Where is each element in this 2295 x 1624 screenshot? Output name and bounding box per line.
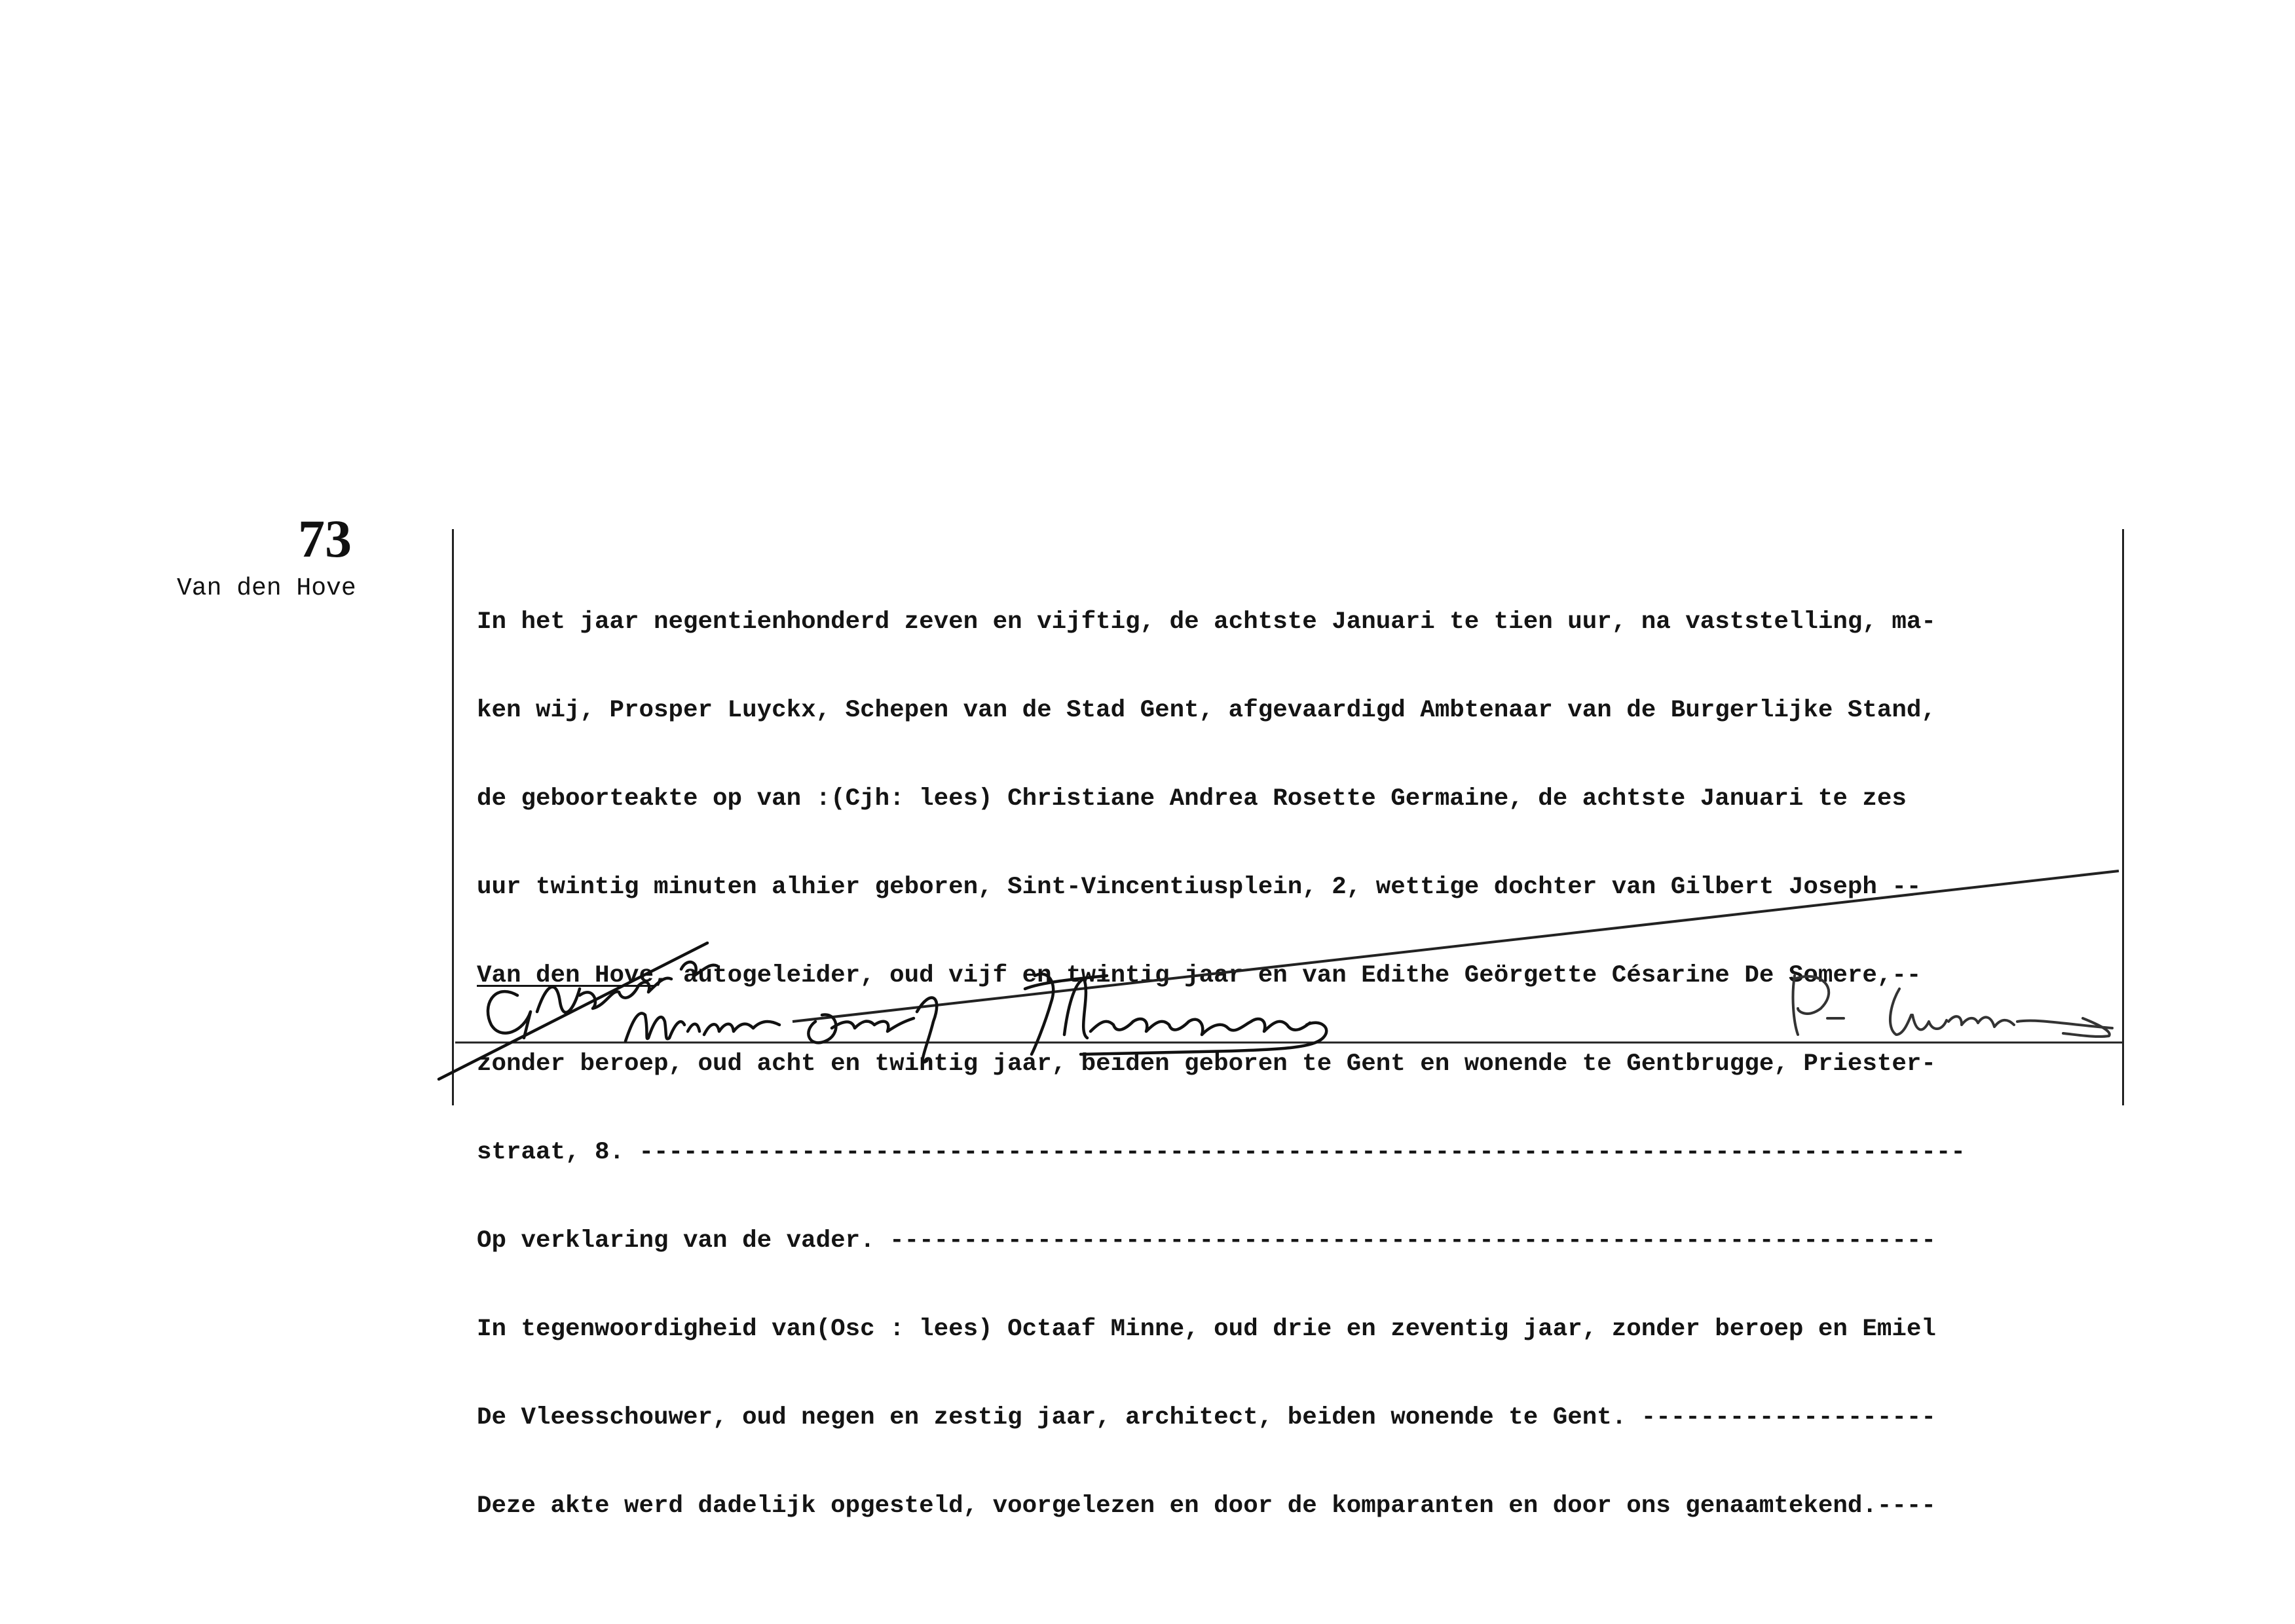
deed-line-suffix: , autogeleider, oud vijf en twintig jaar en van Edithe Geörgette Césarine De Somere,-- bbox=[654, 962, 1922, 989]
record-margin-name: Van den Hove bbox=[177, 574, 356, 602]
deed-line: uur twintig minuten alhier geboren, Sint-Vincentiusplein, 2, wettige dochter van Gilbert Joseph -- bbox=[477, 874, 1922, 901]
deed-line: ken wij, Prosper Luyckx, Schepen van de Stad Gent, afgevaardigd Ambtenaar van de Burgerlijke Stand, bbox=[477, 697, 1936, 724]
deed-line: de geboorteakte op van :(Cjh: lees) Christiane Andrea Rosette Germaine, de achtste Januari te zes bbox=[477, 785, 1907, 813]
underlined-surname: Van den Hove bbox=[477, 962, 654, 989]
deed-line: zonder beroep, oud acht en twintig jaar, beiden geboren te Gent en wonende te Gentbrugge, Priester- bbox=[477, 1050, 1936, 1078]
left-border-rule bbox=[452, 529, 454, 1105]
deed-line: In tegenwoordigheid van(Osc : lees) Octaaf Minne, oud drie en zeventig jaar, zonder beroep en Emiel bbox=[477, 1316, 1936, 1343]
deed-line: straat, 8. ------------------------------------------------------------------------------------------ bbox=[477, 1139, 1966, 1166]
deed-line bbox=[477, 961, 2140, 991]
record-number: 73 bbox=[298, 509, 352, 568]
deed-line: Deze akte werd dadelijk opgesteld, voorgelezen en door de komparanten en door ons genaamtekend.---- bbox=[477, 1492, 1936, 1520]
birth-deed-text bbox=[477, 549, 2140, 1580]
deed-line: In het jaar negentienhonderd zeven en vijftig, de achtste Januari te tien uur, na vaststelling, ma- bbox=[477, 608, 1936, 636]
deed-line: De Vleesschouwer, oud negen en zestig jaar, architect, beiden wonende te Gent. -------------------- bbox=[477, 1404, 1936, 1431]
deed-line: Op verklaring van de vader. ----------------------------------------------------------------------- bbox=[477, 1227, 1936, 1255]
